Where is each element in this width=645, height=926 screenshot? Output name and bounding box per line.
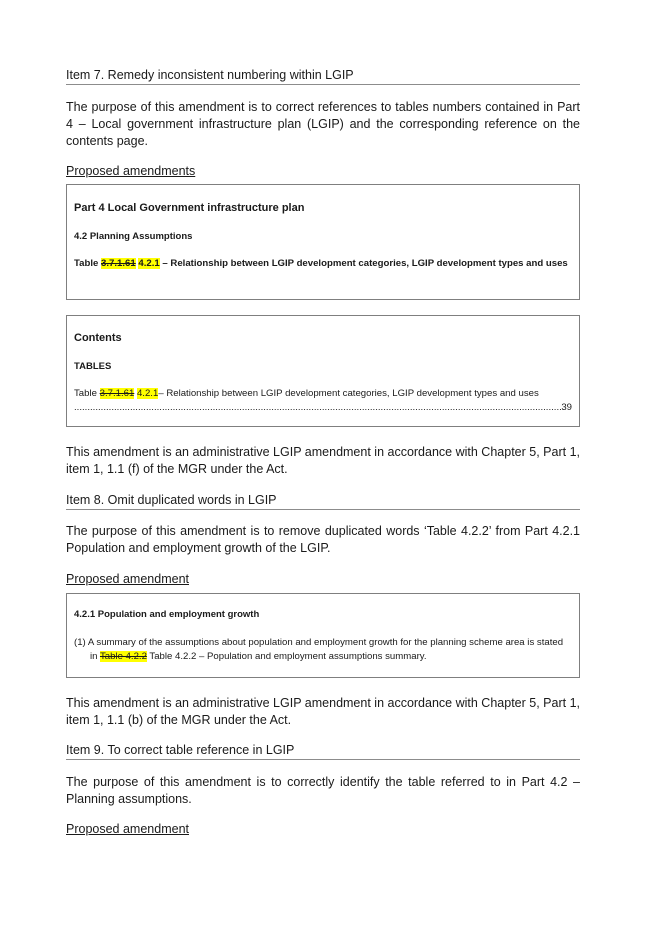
contents-title: Contents [74,332,122,344]
contents-leader-line [74,401,572,414]
assumption-list-item [74,636,572,664]
table-caption: – Relationship between LGIP development categories, LGIP development types and uses [158,388,539,399]
inserted-table-number: 4.2.1 [136,388,159,399]
inserted-table-number: 4.2.1 [138,258,160,269]
item8-conclusion: This amendment is an administrative LGIP amendment in accordance with Chapter 5, Part 1, item 1, 1.1 (b) of the MGR under the Act. [66,696,580,727]
item8-proposed-label: Proposed amendment [66,572,189,586]
box-section-title: 4.2.1 Population and employment growth [74,609,260,620]
item8-purpose: The purpose of this amendment is to remove duplicated words ‘Table 4.2.2’ from Part 4.2.1 Population and employment growth of the LGIP. [66,524,580,555]
deleted-duplicate-text: Table 4.2.2 [99,651,147,662]
list-text-after: Table 4.2.2 – Population and employment assumptions summary. [149,651,427,662]
table-prefix: Table [74,258,99,269]
deleted-table-number: 3.7.1.61 [101,258,136,269]
item9-heading: Item 9. To correct table reference in LGIP [66,742,580,760]
item8-heading: Item 8. Omit duplicated words in LGIP [66,492,580,510]
tables-label: TABLES [74,361,112,372]
box-part-title: Part 4 Local Government infrastructure plan [74,202,305,214]
dot-leader [74,401,561,414]
table-caption: – Relationship between LGIP development categories, LGIP development types and uses [162,258,568,269]
table-prefix: Table [74,388,97,399]
list-marker: (1) [74,637,86,648]
item7-proposed-label: Proposed amendments [66,164,196,178]
amendment-box-contents [66,315,580,427]
box-table-reference [74,257,572,270]
item7-conclusion: This amendment is an administrative LGIP amendment in accordance with Chapter 5, Part 1, item 1, 1.1 (f) of the MGR under the Act. [66,445,580,476]
amendment-box-population [66,593,580,678]
item9-proposed-label: Proposed amendment [66,822,189,836]
box-section-title: 4.2 Planning Assumptions [74,231,193,242]
item9-purpose: The purpose of this amendment is to correctly identify the table referred to in Part 4.2 – Planning assumptions. [66,775,580,806]
amendment-box-part4 [66,184,580,300]
item7-heading: Item 7. Remedy inconsistent numbering within LGIP [66,67,580,85]
deleted-table-number: 3.7.1.61 [99,388,135,399]
list-text-before: A summary of the assumptions about population and employment growth for the planning scheme area is stated in [87,637,564,662]
item7-purpose: The purpose of this amendment is to correct references to tables numbers contained in Part 4 – Local government infrastructure plan (LGIP) and the corresponding reference on the contents page. [66,100,580,148]
contents-page-number: 39 [561,402,572,413]
contents-table-entry [74,387,572,400]
